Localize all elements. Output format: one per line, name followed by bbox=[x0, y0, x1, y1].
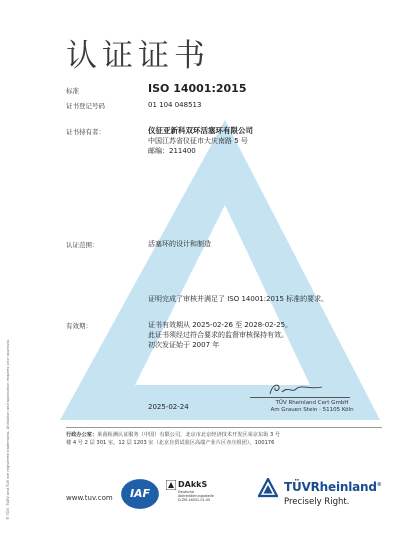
dakks-title: DAkkS bbox=[178, 480, 208, 489]
signature bbox=[266, 381, 326, 397]
dakks-logo bbox=[166, 478, 214, 514]
standard-label: 标准 bbox=[66, 87, 79, 95]
issuer-address: Am Grauen Stein · 51105 Köln bbox=[270, 407, 354, 413]
holder-postcode: 邮编：211400 bbox=[148, 147, 196, 155]
validity-line: 此证书须经过符合要求的监督审核保持有效。 bbox=[148, 331, 288, 339]
holder-address: 中国江苏省仪征市大庆南路 5 号 bbox=[148, 137, 248, 145]
validity-block bbox=[148, 320, 292, 350]
authority-line: 楼 4 号 2 层 301 室，12 层 1203 室（北京自贸试验区高端产业片区亦庄组团），100176 bbox=[66, 439, 275, 446]
iaf-logo bbox=[120, 478, 160, 510]
compliance-statement: 证明完成了审核并满足了 ISO 14001:2015 标准的要求。 bbox=[148, 295, 329, 303]
trademark-note: ® TÜV, TUEV and TUV are registered trademarks. Utilisation and application requires prior approval. bbox=[6, 339, 10, 520]
standard-value: ISO 14001:2015 bbox=[148, 82, 247, 95]
dakks-emblem-icon bbox=[166, 480, 176, 490]
footer-divider bbox=[66, 427, 382, 428]
dakks-subtitle: Deutsche Akkreditierungsstelle D-ZM-16031-01-00 bbox=[178, 490, 214, 503]
scope-value: 活塞环的设计和制造 bbox=[148, 240, 211, 248]
brand-tagline: Precisely Right. bbox=[284, 497, 350, 507]
brand-name bbox=[284, 480, 382, 494]
holder-name: 仪征亚新科双环活塞环有限公司 bbox=[148, 126, 253, 135]
holder-label: 证书持有者： bbox=[66, 128, 105, 136]
authority-line: 莱茵检测认证服务（中国）有限公司，北京市北京经济技术开发区荣京东街 3 号 bbox=[97, 432, 281, 438]
validity-line: 证书有效期从 2025-02-26 至 2028-02-25。 bbox=[148, 321, 293, 329]
holder-block bbox=[148, 126, 253, 156]
brand-name-text: TÜVRheinland bbox=[284, 480, 377, 494]
registration-number-value: 01 104 048513 bbox=[148, 101, 202, 109]
brand-registered-mark: ® bbox=[376, 482, 382, 488]
authority-block bbox=[66, 432, 386, 447]
iaf-label: IAF bbox=[129, 487, 151, 500]
signature-line bbox=[250, 397, 350, 398]
issue-date: 2025-02-24 bbox=[148, 403, 189, 411]
tuv-triangle-icon bbox=[258, 478, 278, 498]
validity-label: 有效期： bbox=[66, 322, 92, 330]
issuer-block bbox=[262, 400, 362, 414]
certificate-title: 认证证书 bbox=[66, 38, 210, 74]
issuer-name: TÜV Rheinland Cert GmbH bbox=[275, 400, 349, 406]
scope-label: 认证范围： bbox=[66, 241, 99, 249]
registration-number-label: 证书登记号码 bbox=[66, 102, 105, 110]
validity-line: 初次发证始于 2007 年 bbox=[148, 341, 220, 349]
authority-label: 行政办公室： bbox=[66, 432, 98, 438]
website-link[interactable]: www.tuv.com bbox=[66, 494, 113, 502]
